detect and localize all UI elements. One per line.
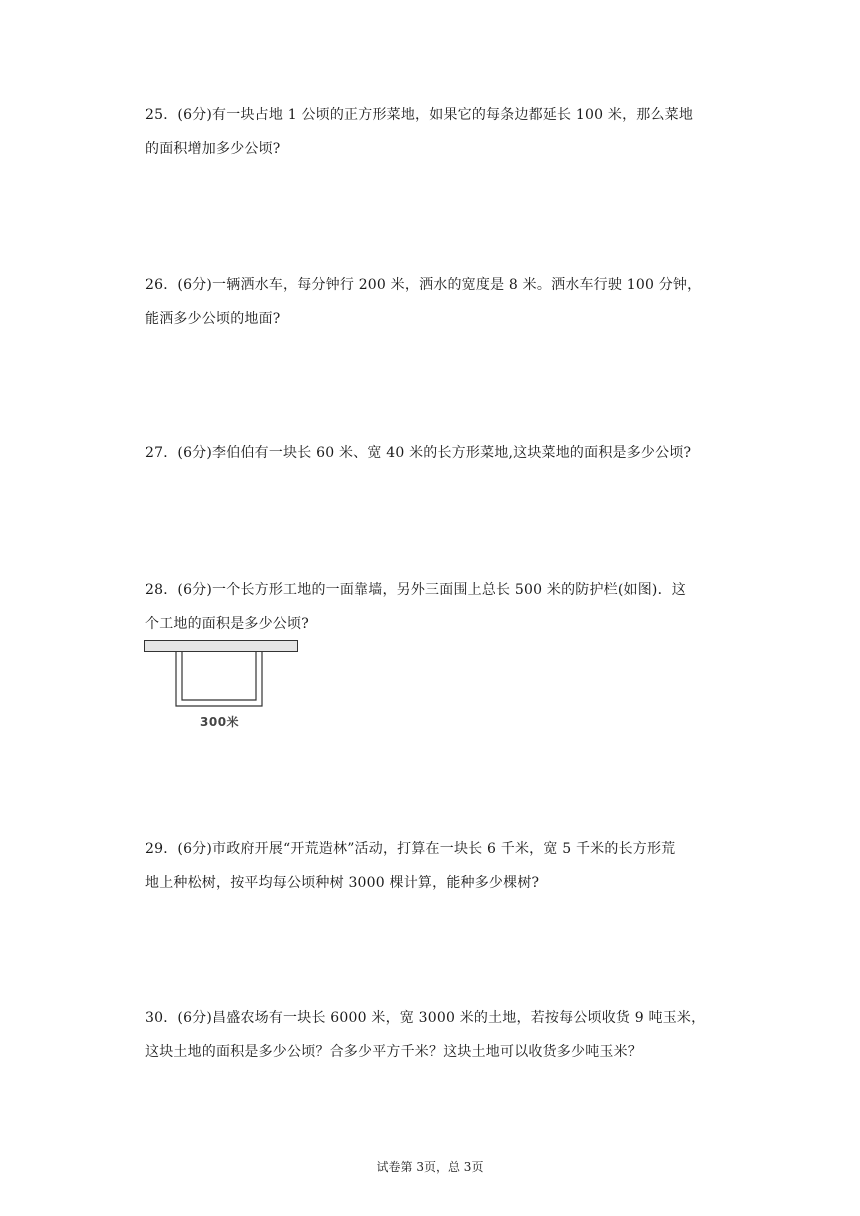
- question-line: 能洒多少公顷的地面?: [145, 311, 281, 327]
- question-30: [145, 1001, 735, 1069]
- question-line: 28．(6分)一个长方形工地的一面靠墙，另外三面围上总长 500 米的防护栏(如图)．这: [145, 582, 686, 598]
- fence-outer: [176, 652, 262, 707]
- question-26: [145, 268, 735, 336]
- question-28: [145, 573, 735, 641]
- question-29: [145, 832, 735, 900]
- question-line: 26．(6分)一辆洒水车，每分钟行 200 米，洒水的宽度是 8 米。洒水车行驶 100 分钟，: [145, 277, 702, 293]
- question-line: 的面积增加多少公顷?: [145, 141, 281, 157]
- wall: [145, 641, 298, 652]
- question-line: 个工地的面积是多少公顷?: [145, 616, 309, 632]
- fence-diagram: [144, 640, 304, 740]
- question-27: [145, 436, 735, 470]
- question-line: 地上种松树，按平均每公顷种树 3000 棵计算，能种多少棵树?: [145, 875, 540, 891]
- question-line: 29．(6分)市政府开展“开荒造林”活动，打算在一块长 6 千米，宽 5 千米的长方形荒: [145, 841, 676, 857]
- fence-diagram-svg: [144, 640, 304, 715]
- fence-inner: [182, 652, 256, 701]
- question-25: [145, 98, 735, 166]
- question-line: 30．(6分)昌盛农场有一块长 6000 米，宽 3000 米的土地，若按每公顷收货 9 吨玉米，: [145, 1010, 706, 1026]
- question-line: 27．(6分)李伯伯有一块长 60 米、宽 40 米的长方形菜地,这块菜地的面积是多少公顷?: [145, 445, 692, 461]
- question-line: 这块土地的面积是多少公顷？合多少平方千米？这块土地可以收货多少吨玉米？: [145, 1044, 642, 1060]
- question-line: 25．(6分)有一块占地 1 公顷的正方形菜地，如果它的每条边都延长 100 米，那么菜地: [145, 107, 694, 123]
- page-footer: 试卷第 3页，总 3页: [376, 1160, 484, 1174]
- fence-length-label: 300米: [200, 715, 240, 729]
